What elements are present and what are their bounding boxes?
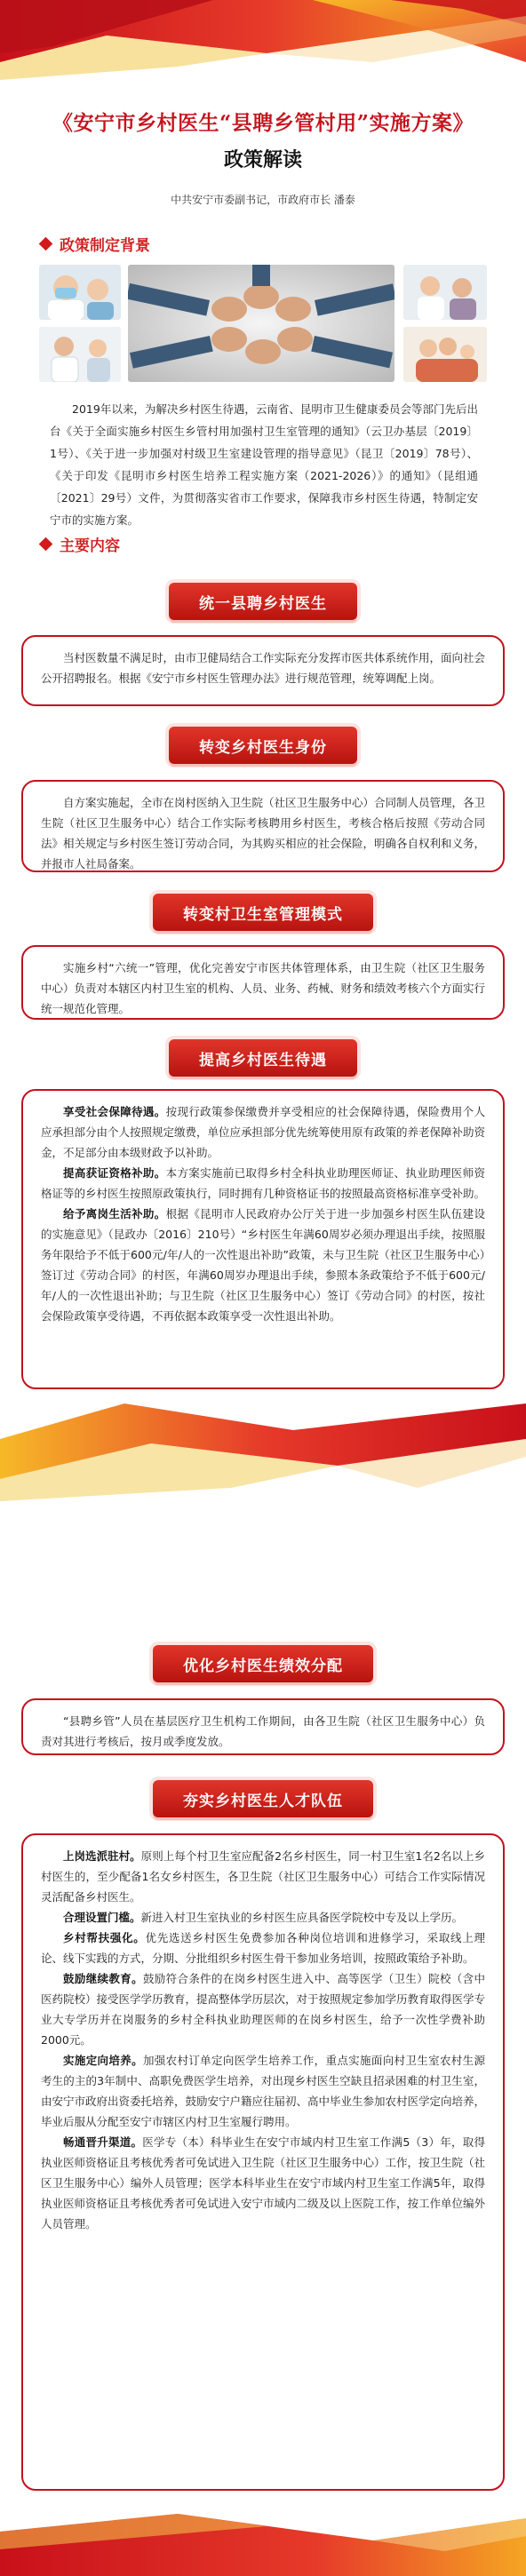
family-photo [403,327,487,382]
item-para [41,1968,485,2050]
item-para-text: 本方案实施前已取得乡村全科执业助理医师证、执业助理医师资格证等的乡村医生按照原政策执行，同时拥有几种资格证书的按照最高资格标准享受补助。 [41,1166,486,1200]
item-para-text: 原则上每个村卫生室应配备2名乡村医生，同一村卫生室1名2名以上乡村医生的，至少配备1名女乡村医生，各卫生院（社区卫生服务中心）可结合工作实际情况灵活配备乡村医生。 [41,1849,485,1904]
item-title-6: 夯实乡村医生人才队伍 [153,1780,373,1817]
item-text: “县聘乡管”人员在基层医疗卫生机构工作期间，由各卫生院（社区卫生服务中心）负责对其进行考核后，按月或季度发放。 [41,1714,485,1748]
item-box-4 [21,1089,505,1389]
item-box-5 [21,1698,505,1755]
item-para [41,1907,485,1928]
item-para-text: 优先选送乡村医生免费参加各种岗位培训和进修学习，采取线上理论、线下实践的方式，分期、分批组织乡村医生骨干参加业务培训，按照政策给予补助。 [41,1931,485,1965]
item-title-3: 转变村卫生室管理模式 [153,894,373,931]
section-heading-main [41,533,120,555]
item-para [41,2050,485,2132]
item-text: 自方案实施起，全市在岗村医纳入卫生院（社区卫生服务中心）合同制人员管理，各卫生院（社区卫生服务中心）结合工作实际考核聘用乡村医生，考核合格后按照《劳动合同法》相关规定与乡村医生签订劳动合同，为其购买相应的社会保险，明确各自权利和义务，并报市人社局备案。 [41,796,486,871]
item-para [41,1846,485,1907]
author-line: 中共安宁市委副书记，市政府市长 潘泰 [171,194,355,206]
item-box-3 [21,945,505,1020]
item-text: 实施乡村“六统一”管理，优化完善安宁市医共体管理体系，由卫生院（社区卫生服务中心）负责对本辖区内村卫生室的机构、人员、业务、药械、财务和绩效考核六个方面实行统一规范化管理。 [41,961,486,1015]
section-heading-label: 政策制定背景 [60,237,150,255]
item-para-lead: 鼓励继续教育。 [63,1972,143,1985]
title-block [0,107,526,207]
item-text: 当村医数量不满足时，由市卫健局结合工作实际充分发挥市医共体系统作用，面向社会公开招聘报名。根据《安宁市乡村医生管理办法》进行规范管理，统筹调配上岗。 [41,651,486,685]
item-para-lead: 畅通晋升渠道。 [63,2135,143,2149]
item-para [41,1101,485,1163]
section-heading-label: 主要内容 [60,537,120,555]
item-para [41,1204,485,1326]
item-title-2: 转变乡村医生身份 [169,727,357,764]
joined-fists-photo [128,265,394,382]
background-paragraph: 2019年以来，为解决乡村医生待遇，云南省、昆明市卫生健康委员会等部门先后出台《关于全面实施乡村医生乡管村用加强村卫生室管理的通知》（云卫办基层〔2019〕1号）、《关于进一步加强对村级卫生室建设管理的指导意见》（昆卫〔2019〕78号）、《关于印发《昆明市乡村医生培养工程实施方案（2021-2026）》的通知》（昆组通〔2021〕29号）文件，为贯彻落实省市工作要求，保障我市乡村医生待遇，特制定安宁市的实施方案。 [50,402,478,527]
item-para [41,1928,485,1968]
item-title-1: 统一县聘乡村医生 [169,583,357,620]
photo-collage [39,265,487,386]
mid-divider-decoration [0,1403,526,1519]
item-para-text: 新进入村卫生室执业的乡村医生应具备医学院校中专及以上学历。 [140,1911,464,1924]
item-para [41,1163,485,1204]
bottom-banner-decoration [0,2496,526,2576]
item-para-text: 根据《昆明市人民政府办公厅关于进一步加强乡村医生队伍建设的实施意见》（昆政办〔2016〕210号）“乡村医生年满60周岁必须办理退出手续，按照服务年限给予不低于600元/年/人的一次性退出补助”政策，未与卫生院（社区卫生服务中心）签订过《劳动合同》的村医，年满60周岁办理退出手续，参照本条政策给予不低于600元/年/人的一次性退出补助；与卫生院（社区卫生服务中心）签订《劳动合同》的村医，按社会保险政策享受待遇，不再依据本政策享受一次性退出补助。 [41,1207,485,1323]
item-para-lead: 乡村帮扶强化。 [63,1931,146,1944]
item-para-lead: 上岗选派驻村。 [63,1849,141,1863]
section-heading-background [41,233,150,255]
diamond-bullet-icon [39,537,53,552]
item-para-lead: 享受社会保障待遇。 [63,1105,166,1118]
page-title: 《安宁市乡村医生“县聘乡管村用”实施方案》 [52,111,474,135]
doctor-mask-photo [39,265,121,320]
item-para-text: 加强农村订单定向医学生培养工作，重点实施面向村卫生室农村生源考生的主的3年制中、高职免费医学生培养，对出现乡村医生空缺且招录困难的村卫生室，由安宁市政府出资委托培养，鼓励安宁户籍应往届初、高中毕业生参加农村医学定向培养，毕业后服从分配至安宁市辖区内村卫生室履行聘用。 [41,2054,486,2128]
top-banner-decoration [0,0,526,115]
item-para-text: 医学专（本）科毕业生在安宁市域内村卫生室工作满5（3）年，取得执业医师资格证且考核优秀者可免试进入卫生院（社区卫生服务中心）工作，按卫生院（社区卫生服务中心）编外人员管理；医学本科毕业生在安宁市域内村卫生室工作满5年，取得执业医师资格证且考核优秀者可免试进入安宁市域内二级及以上医院工作，按工作单位编外人员管理。 [41,2135,486,2230]
item-para-text: 鼓励符合条件的在岗乡村医生进入中、高等医学（卫生）院校（含中医药院校）接受医学学历教育，提高整体学历层次，对于按照规定参加学历教育取得医学专业大专学历并在岗服务的乡村全科执业助理医师的在岗乡村医生，给予一次性学费补助2000元。 [41,1972,486,2047]
item-para-lead: 给予离岗生活补助。 [63,1207,166,1220]
item-para-lead: 合理设置门槛。 [63,1911,141,1924]
page-subtitle: 政策解读 [223,148,302,171]
item-box-2 [21,780,505,872]
item-box-6 [21,1833,505,2491]
item-para-lead: 提高获证资格补助。 [63,1166,166,1180]
item-para [41,2132,485,2234]
item-box-1 [21,635,505,706]
item-para-text: 按现行政策参保缴费并享受相应的社会保障待遇，保险费用个人应承担部分由个人按照规定缴费，单位应承担部分优先统筹使用原有政策的养老保障补助资金，不足部分由本级财政予以补助。 [41,1105,486,1159]
doctor-elderly-photo [403,265,487,320]
diamond-bullet-icon [39,237,53,251]
item-title-5: 优化乡村医生绩效分配 [153,1645,373,1682]
item-para-lead: 实施定向培养。 [63,2054,143,2067]
doctor-consult-photo [39,327,121,382]
item-title-4: 提高乡村医生待遇 [169,1039,357,1077]
